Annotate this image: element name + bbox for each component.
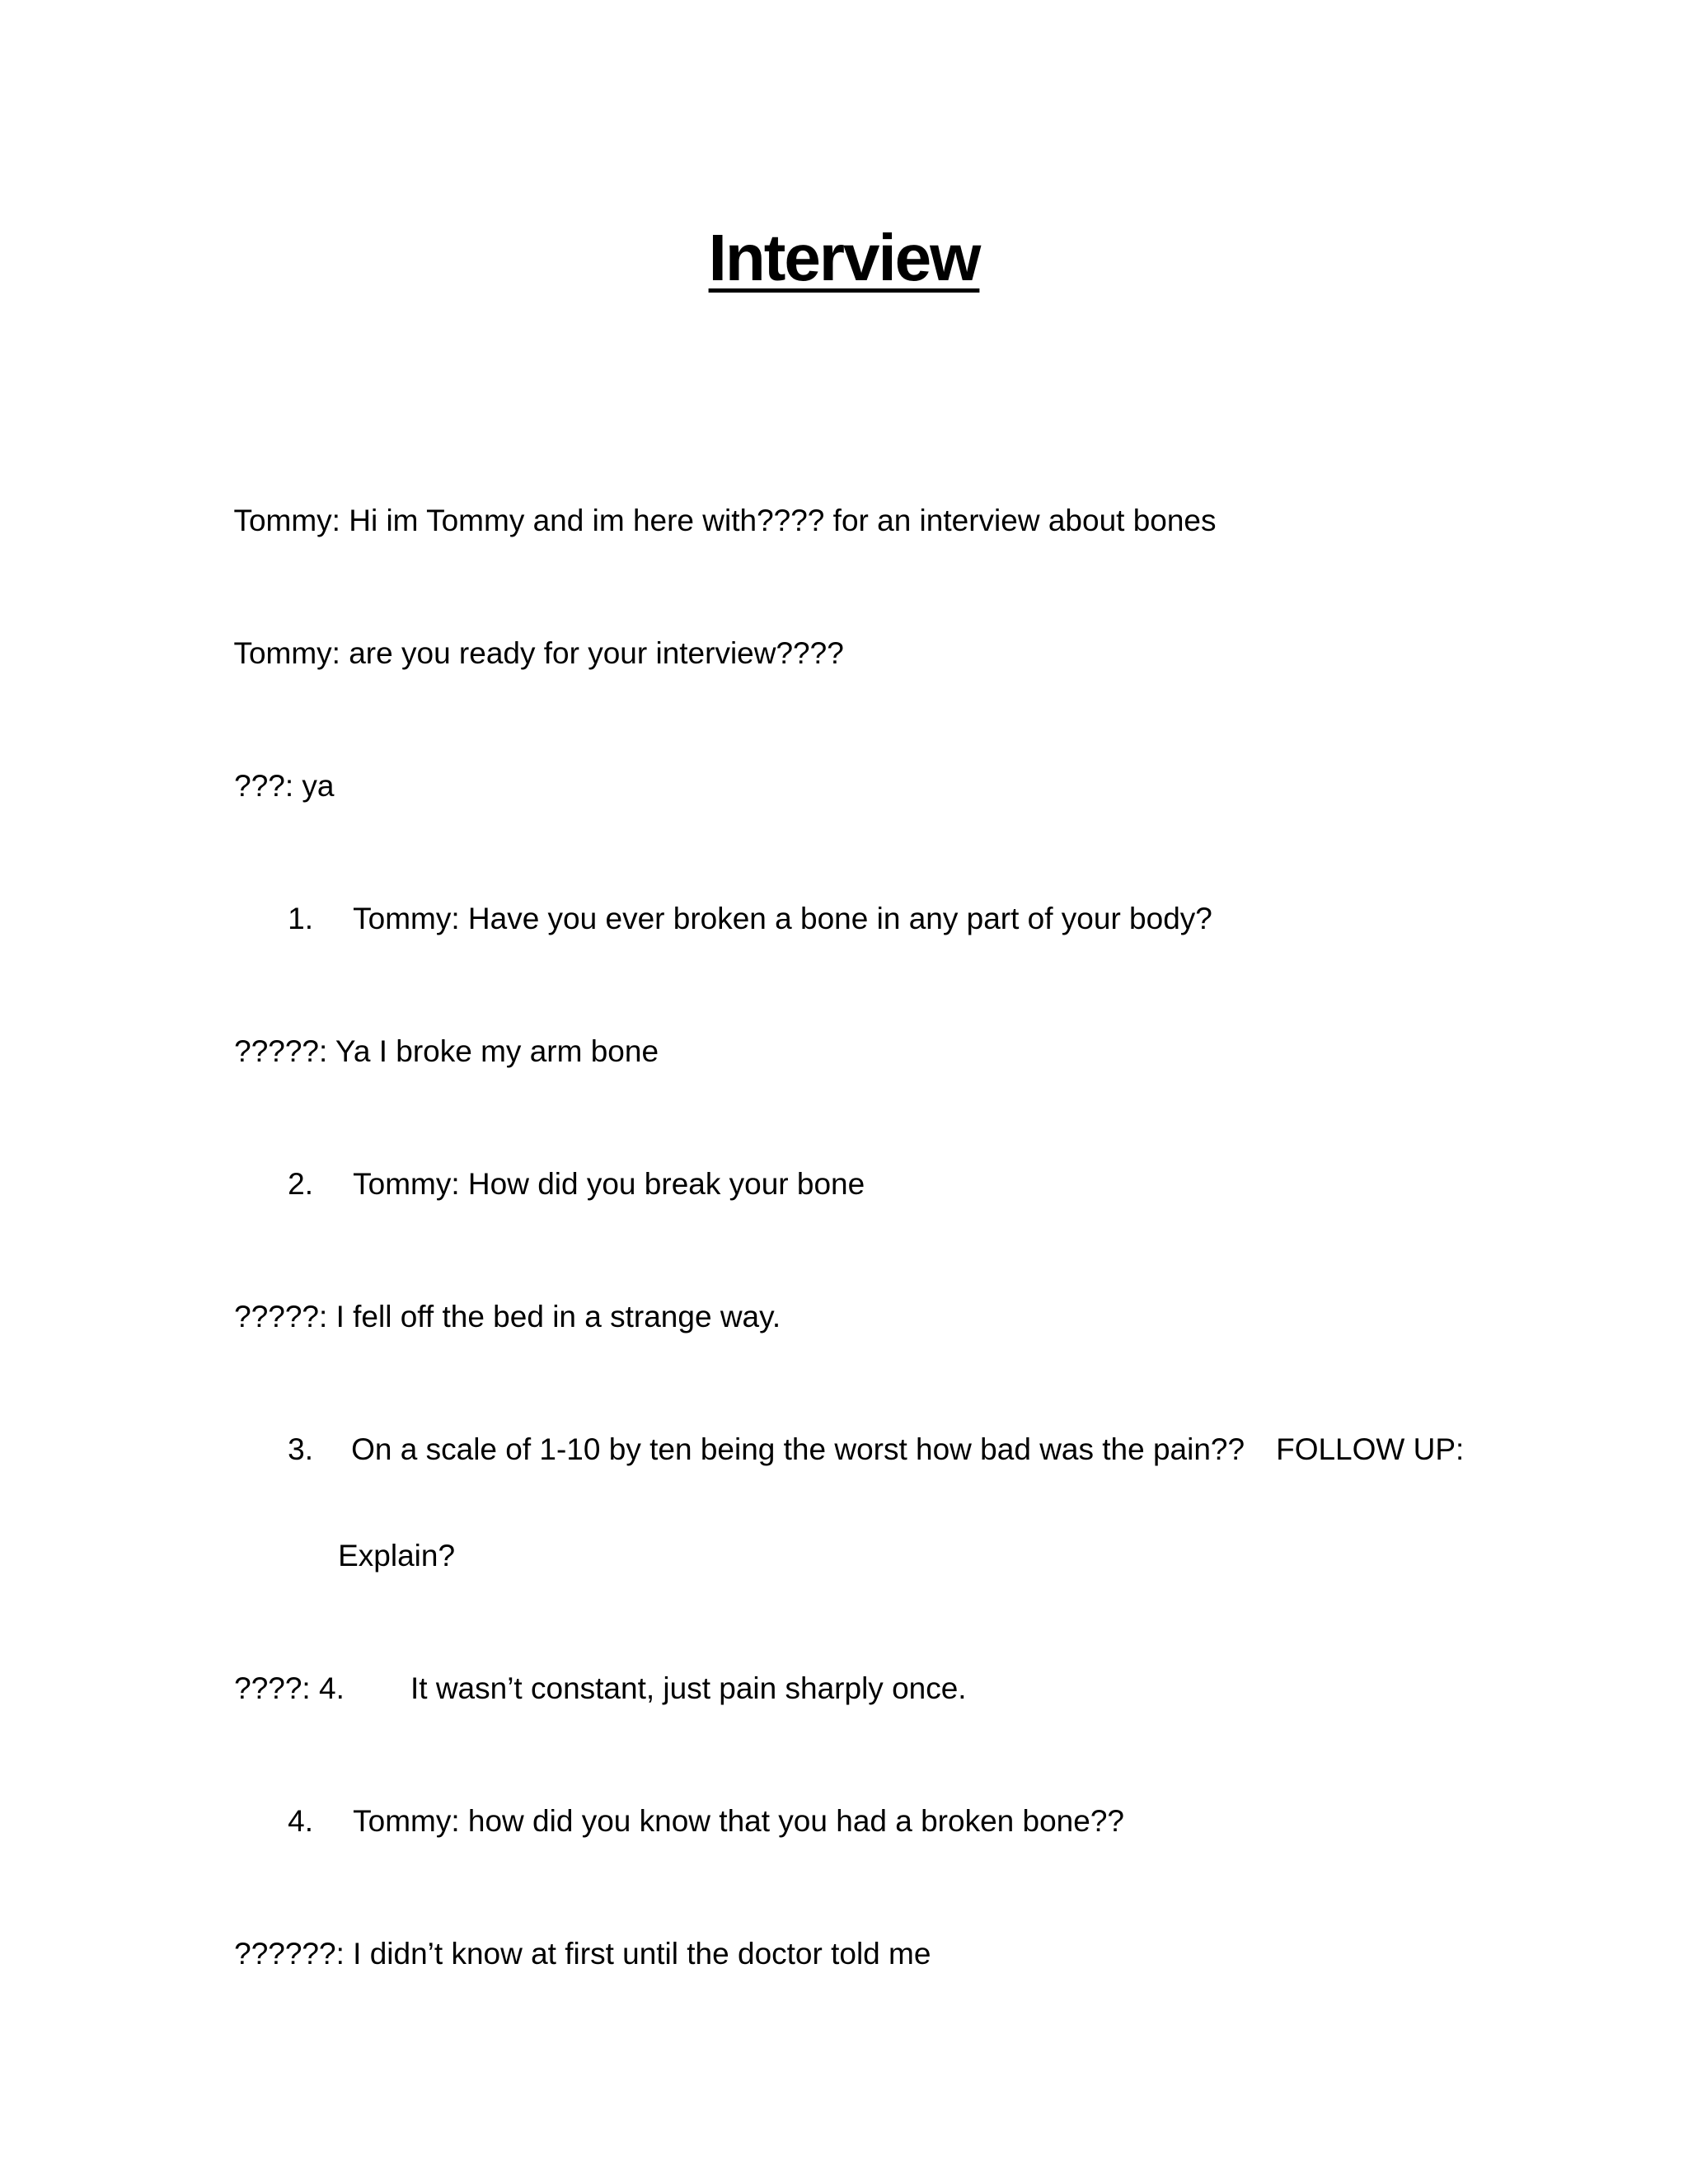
numbered-question — [254, 1130, 865, 1239]
transcript-line — [200, 1634, 967, 1743]
transcript-line — [200, 1263, 781, 1371]
line-text: Hi im Tommy and im here with???? for an interview about bones — [349, 504, 1217, 537]
speaker-label: ???: — [234, 769, 294, 803]
transcript-line — [200, 466, 1217, 575]
line-text: Have you ever broken a bone in any part of your body? — [467, 902, 1212, 935]
line-text: I fell off the bed in a strange way. — [335, 1300, 781, 1333]
list-number: 4. — [319, 1671, 345, 1705]
line-text: I didn’t know at first until the doctor told me — [353, 1937, 931, 1971]
follow-up-label: FOLLOW UP: — [1276, 1432, 1465, 1466]
speaker-label: Tommy: — [233, 504, 340, 537]
question-continuation — [304, 1502, 455, 1610]
line-text: On a scale of 1-10 by ten being the worst how bad was the pain?? — [351, 1432, 1245, 1466]
line-text: ya — [302, 769, 335, 803]
line-text: Explain? — [338, 1539, 456, 1572]
speaker-label: Tommy: — [353, 1167, 460, 1201]
line-text: It wasn’t constant, just pain sharply once. — [410, 1671, 967, 1705]
speaker-label: Tommy: — [353, 1804, 460, 1838]
numbered-question — [254, 1395, 1464, 1504]
list-number: 3. — [288, 1432, 313, 1466]
line-text: are you ready for your interview???? — [349, 636, 844, 670]
document-title: Interview — [708, 221, 980, 294]
transcript-line — [200, 1900, 931, 2008]
speaker-label: Tommy: — [233, 636, 340, 670]
numbered-question — [254, 865, 1212, 973]
speaker-label: ?????: — [234, 1034, 328, 1068]
list-number: 2. — [288, 1167, 313, 1201]
transcript-line — [200, 732, 335, 841]
speaker-label: ????: — [234, 1671, 311, 1705]
speaker-label: ?????: — [234, 1300, 328, 1333]
speaker-label: ??????: — [234, 1937, 345, 1971]
transcript-line — [200, 599, 844, 708]
speaker-label: Tommy: — [353, 902, 460, 935]
line-text: Ya I broke my arm bone — [335, 1034, 659, 1068]
list-number: 1. — [288, 902, 313, 935]
line-text: How did you break your bone — [467, 1167, 865, 1201]
transcript-line — [200, 997, 659, 1106]
list-number: 4. — [288, 1804, 313, 1838]
numbered-question — [254, 1767, 1124, 1876]
line-text: how did you know that you had a broken bone?? — [467, 1804, 1124, 1838]
